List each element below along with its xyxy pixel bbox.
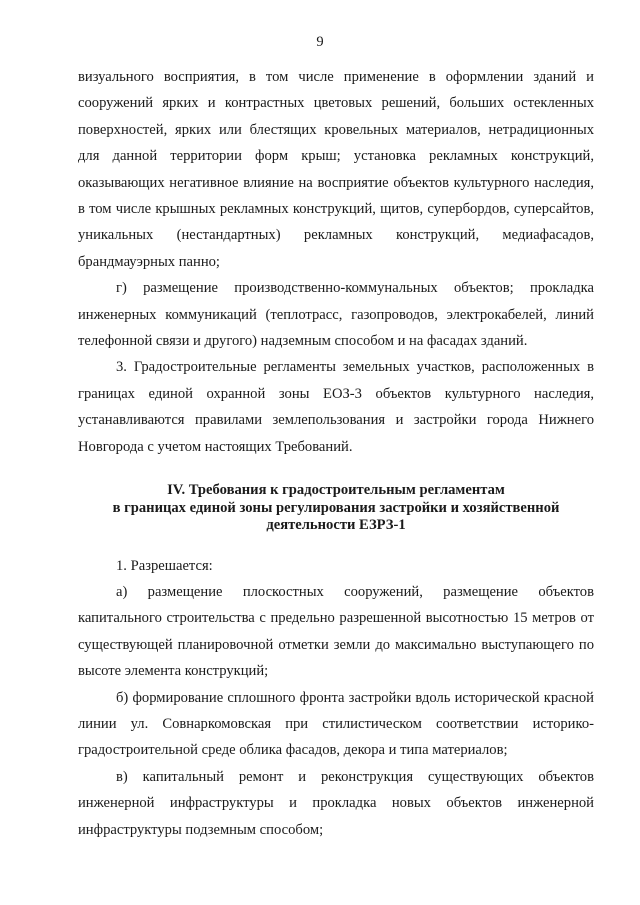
paragraph-item-b: б) формирование сплошного фронта застройки вдоль исторической красной линии ул. Совнаркомовская при стилистическом соответствии историко-градостроительной среде облика фасадов, декора и типа материалов; xyxy=(78,689,594,759)
page-number: 9 xyxy=(316,34,324,50)
section-heading xyxy=(78,482,594,535)
paragraph-item-a: а) размещение плоскостных сооружений, размещение объектов капитального строительства с предельно разрешенной высотностью 15 метров от существующей планировочной отметки земли до максимально выступающего по высоте элемента конструкций; xyxy=(78,584,594,680)
document-body xyxy=(78,64,594,843)
paragraph-continuation: визуального восприятия, в том числе применение в оформлении зданий и сооружений ярких и контрастных цветовых решений, больших остекленных поверхностей, ярких или блестящих кровельных материалов, нетрадиционных для данной территории форм крыш; установка рекламных конструкций, оказывающих негативное влияние на восприятие объектов культурного наследия, в том числе крышных рекламных конструкций, щитов, супербордов, суперсайтов, уникальных (нестандартных) рекламных конструкций, медиафасадов, брандмауэрных панно; xyxy=(78,69,594,270)
paragraph-item-3: 3. Градостроительные регламенты земельных участков, расположенных в границах единой охранной зоны ЕОЗ-3 объектов культурного наследия, устанавливаются правилами землепользования и застройки города Нижнего Новгорода с учетом настоящих Требований. xyxy=(78,359,594,455)
paragraph-item-v: в) капитальный ремонт и реконструкция существующих объектов инженерной инфраструктуры и прокладка новых объектов инженерной инфраструктуры подземным способом; xyxy=(78,768,594,838)
section-heading-line-1: IV. Требования к градостроительным регламентам xyxy=(167,482,505,499)
paragraph-item-1: 1. Разрешается: xyxy=(116,557,213,574)
paragraph-item-g: г) размещение производственно-коммунальных объектов; прокладка инженерных коммуникаций (теплотрасс, газопроводов, электрокабелей, линий телефонной связи и другого) надземным способом и на фасадах зданий. xyxy=(78,280,594,350)
section-heading-line-3: деятельности ЕЗРЗ-1 xyxy=(266,517,406,534)
section-heading-line-2: в границах единой зоны регулирования застройки и хозяйственной xyxy=(112,499,560,516)
